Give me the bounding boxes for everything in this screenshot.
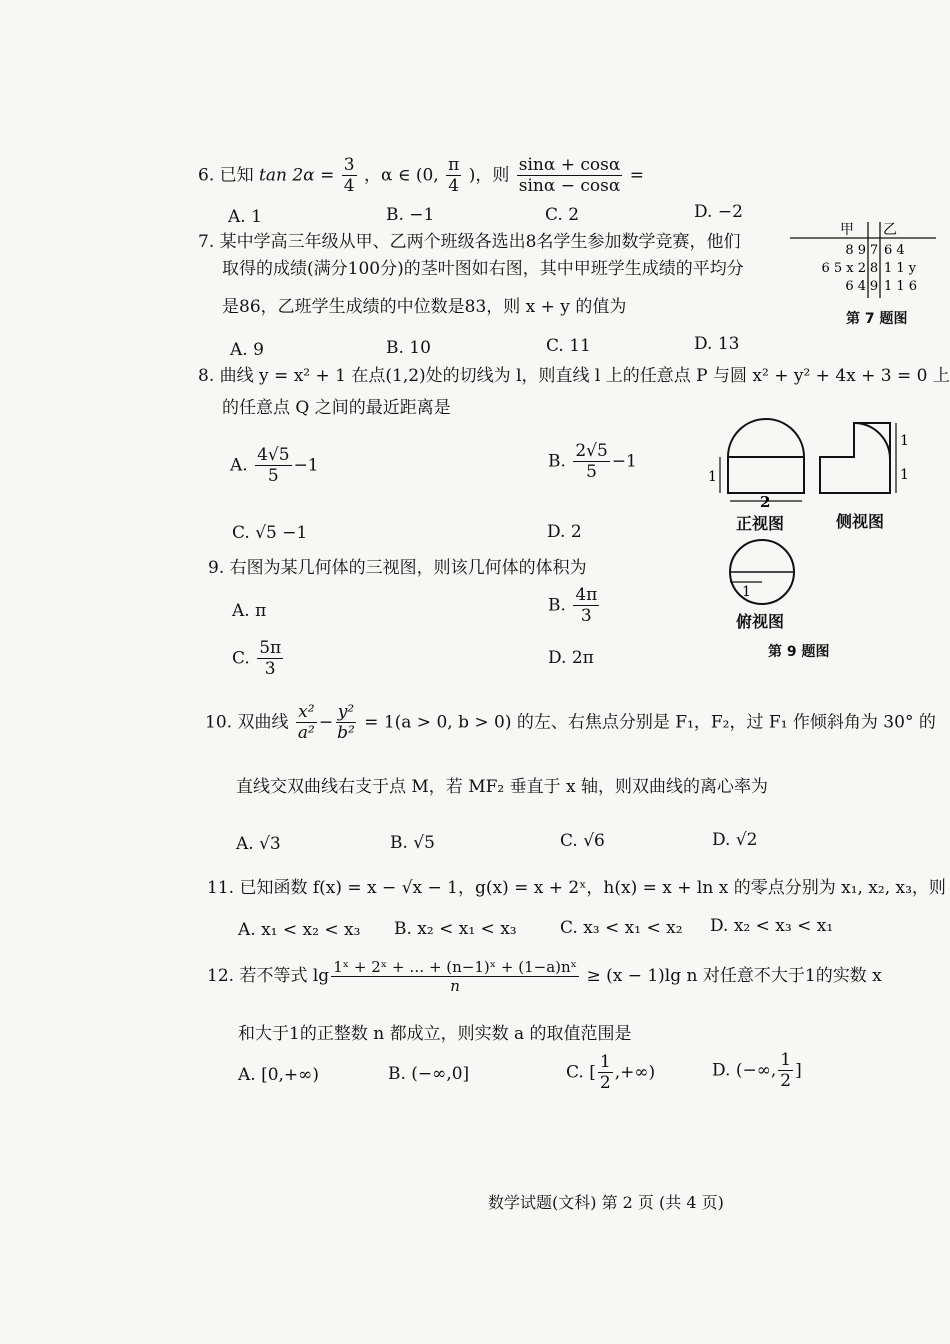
q8-option-d: D. 2 [547, 522, 582, 542]
top-dim-1: 1 [742, 584, 751, 600]
front-view-label: 正视图 [736, 514, 785, 533]
stemleaf-row2-right: 1 1 y [884, 261, 917, 276]
q7-line3: 是86，乙班学生成绩的中位数是83，则 x + y 的值为 [222, 297, 627, 317]
stemleaf-header-right: 乙 [883, 222, 897, 238]
q6-stem [198, 155, 644, 197]
q12-line1: 12. 若不等式 lg $\frac{\text{1ˣ + 2ˣ + … + (n−1)ˣ + (1−a)nˣ}}{n}$ ≥ (x − 1)lg n 对任意不大于1的实数 x [207, 958, 882, 995]
q7-option-b: B. 10 [386, 338, 431, 358]
q8-text1: 曲线 y = x² + 1 在点(1,2)处的切线为 l，则直线 l 上的任意点 P 与圆 x² + y² + 4x + 3 = 0 上 [219, 366, 950, 386]
top-view-label: 俯视图 [736, 612, 785, 631]
q6-equals: = [629, 165, 644, 186]
q9-option-d: D. 2π [548, 648, 594, 668]
q9-option-c: C. $\frac{5\pi}{3}$ [232, 638, 282, 680]
front-dim-1: 1 [708, 469, 717, 485]
q6-frac-3-4: $\frac{3}{4}$ [343, 155, 355, 197]
q9-text: 右图为某几何体的三视图，则该几何体的体积为 [229, 558, 587, 578]
q9-line1 [208, 558, 587, 578]
side-view-label: 侧视图 [836, 512, 885, 531]
q9-figure-caption: 第 9 题图 [768, 644, 830, 660]
page-footer: 数学试题(文科) 第 2 页 (共 4 页) [488, 1193, 724, 1212]
q12-option-d: D. (−∞, $\frac{1}{2}$ ] [712, 1050, 802, 1092]
q12-option-a: A. [0,+∞) [238, 1065, 319, 1085]
q6-option-d: D. −2 [694, 202, 743, 222]
q7-line1 [198, 232, 740, 252]
q12-option-c: C. [ $\frac{1}{2}$ ,+∞) [566, 1052, 656, 1094]
stemleaf-row1-right: 6 4 [884, 243, 905, 258]
q6-condition-end: )，则 [468, 165, 510, 186]
q10-option-d: D. √2 [712, 830, 758, 850]
q10-number: 10. [205, 712, 233, 733]
front-view-drawing [708, 419, 804, 511]
q6-frac-pi-4: $\frac{\pi}{4}$ [448, 155, 460, 197]
q10-rest: = 1(a > 0, b > 0) 的左、右焦点分别是 F₁，F₂，过 F₁ 作倾斜角为 30° 的 [364, 712, 936, 733]
q8-number: 8. [198, 366, 215, 386]
q6-option-a: A. 1 [228, 207, 262, 227]
q12-rest: ≥ (x − 1)lg n 对任意不大于1的实数 x [586, 966, 882, 986]
q7-option-a: A. 9 [230, 340, 264, 360]
q6-number: 6. [198, 165, 215, 186]
side-dim-1b: 1 [900, 467, 909, 483]
q11-option-a: A. x₁ < x₂ < x₃ [238, 920, 361, 940]
q11-text: 已知函数 f(x) = x − √x − 1，g(x) = x + 2ˣ，h(x) = x + ln x 的零点分别为 x₁, x₂, x₃，则 [239, 878, 946, 898]
q6-lead: 已知 [219, 165, 254, 186]
q8-option-a: A. $\frac{4√5}{5}$ −1 [230, 445, 319, 487]
q10-option-a: A. √3 [236, 834, 281, 854]
q8-option-c: C. √5 −1 [232, 523, 308, 543]
q6-expression: $\frac{\sin\alpha + \cos\alpha}{\sin\alpha - \cos\alpha}$ [518, 155, 621, 197]
q12-option-b: B. (−∞,0] [388, 1064, 470, 1084]
side-view-drawing [820, 423, 909, 493]
q7-number: 7. [198, 232, 215, 252]
q7-option-c: C. 11 [546, 336, 591, 356]
q8-line1 [198, 366, 950, 386]
q7-text1: 某中学高三年级从甲、乙两个班级各选出8名学生参加数学竞赛，他们 [219, 232, 741, 252]
three-views-top-row [706, 415, 916, 515]
q7-figure-caption: 第 7 题图 [846, 311, 908, 327]
q10-line2: 直线交双曲线右支于点 M，若 MF₂ 垂直于 x 轴，则双曲线的离心率为 [236, 777, 769, 797]
q8-option-b: B. $\frac{2√5}{5}$ −1 [548, 441, 637, 483]
q11-option-d: D. x₂ < x₃ < x₁ [710, 916, 834, 936]
q12-lead: 若不等式 lg [239, 966, 330, 986]
q7-option-d: D. 13 [694, 334, 740, 354]
q9-option-a: A. π [232, 601, 267, 621]
stemleaf-row3-right: 1 1 6 [884, 279, 918, 294]
q6-option-b: B. −1 [386, 205, 435, 225]
q11-line1 [207, 878, 946, 898]
top-view-drawing [724, 538, 804, 608]
q11-option-b: B. x₂ < x₁ < x₃ [394, 919, 517, 939]
stemleaf-header-left: 甲 [840, 222, 854, 238]
side-dim-1a: 1 [900, 433, 909, 449]
q10-line1: 10. 双曲线 $\frac{\text{x²}}{\text{a²}}$ − $\frac{\text{y²}}{\text{b²}}$ = 1(a > 0, b > 0) 的左、右焦点分别是 F₁，F₂，过 F₁ 作倾斜角为 30° 的 [205, 702, 936, 744]
q10-option-c: C. √6 [560, 831, 605, 851]
q6-option-c: C. 2 [545, 205, 580, 225]
q9-option-b: B. $\frac{4\pi}{3}$ [548, 585, 598, 627]
stemleaf-row3-stem: 9 [869, 279, 879, 294]
stemleaf-row1-stem: 7 [869, 243, 879, 258]
q6-given: tan 2α = [259, 165, 335, 186]
stem-leaf-plot [788, 220, 938, 300]
stemleaf-row2-stem: 8 [869, 261, 879, 276]
q11-number: 11. [207, 878, 235, 898]
q10-option-b: B. √5 [390, 833, 435, 853]
front-dim-2: 2 [760, 493, 771, 511]
q10-lead: 双曲线 [237, 712, 289, 733]
stemleaf-row2-left: 6 5 x 2 [821, 261, 866, 276]
stemleaf-row1-left: 8 9 [845, 243, 866, 258]
q9-number: 9. [208, 558, 225, 578]
stemleaf-row3-left: 6 4 [845, 279, 866, 294]
q7-line2: 取得的成绩(满分100分)的茎叶图如右图，其中甲班学生成绩的平均分 [222, 259, 744, 279]
q12-number: 12. [207, 966, 235, 986]
q8-line2: 的任意点 Q 之间的最近距离是 [222, 398, 451, 418]
q6-condition: ，α ∈ (0, [363, 165, 439, 186]
q12-line2: 和大于1的正整数 n 都成立，则实数 a 的取值范围是 [238, 1024, 632, 1044]
q11-option-c: C. x₃ < x₁ < x₂ [560, 918, 683, 938]
